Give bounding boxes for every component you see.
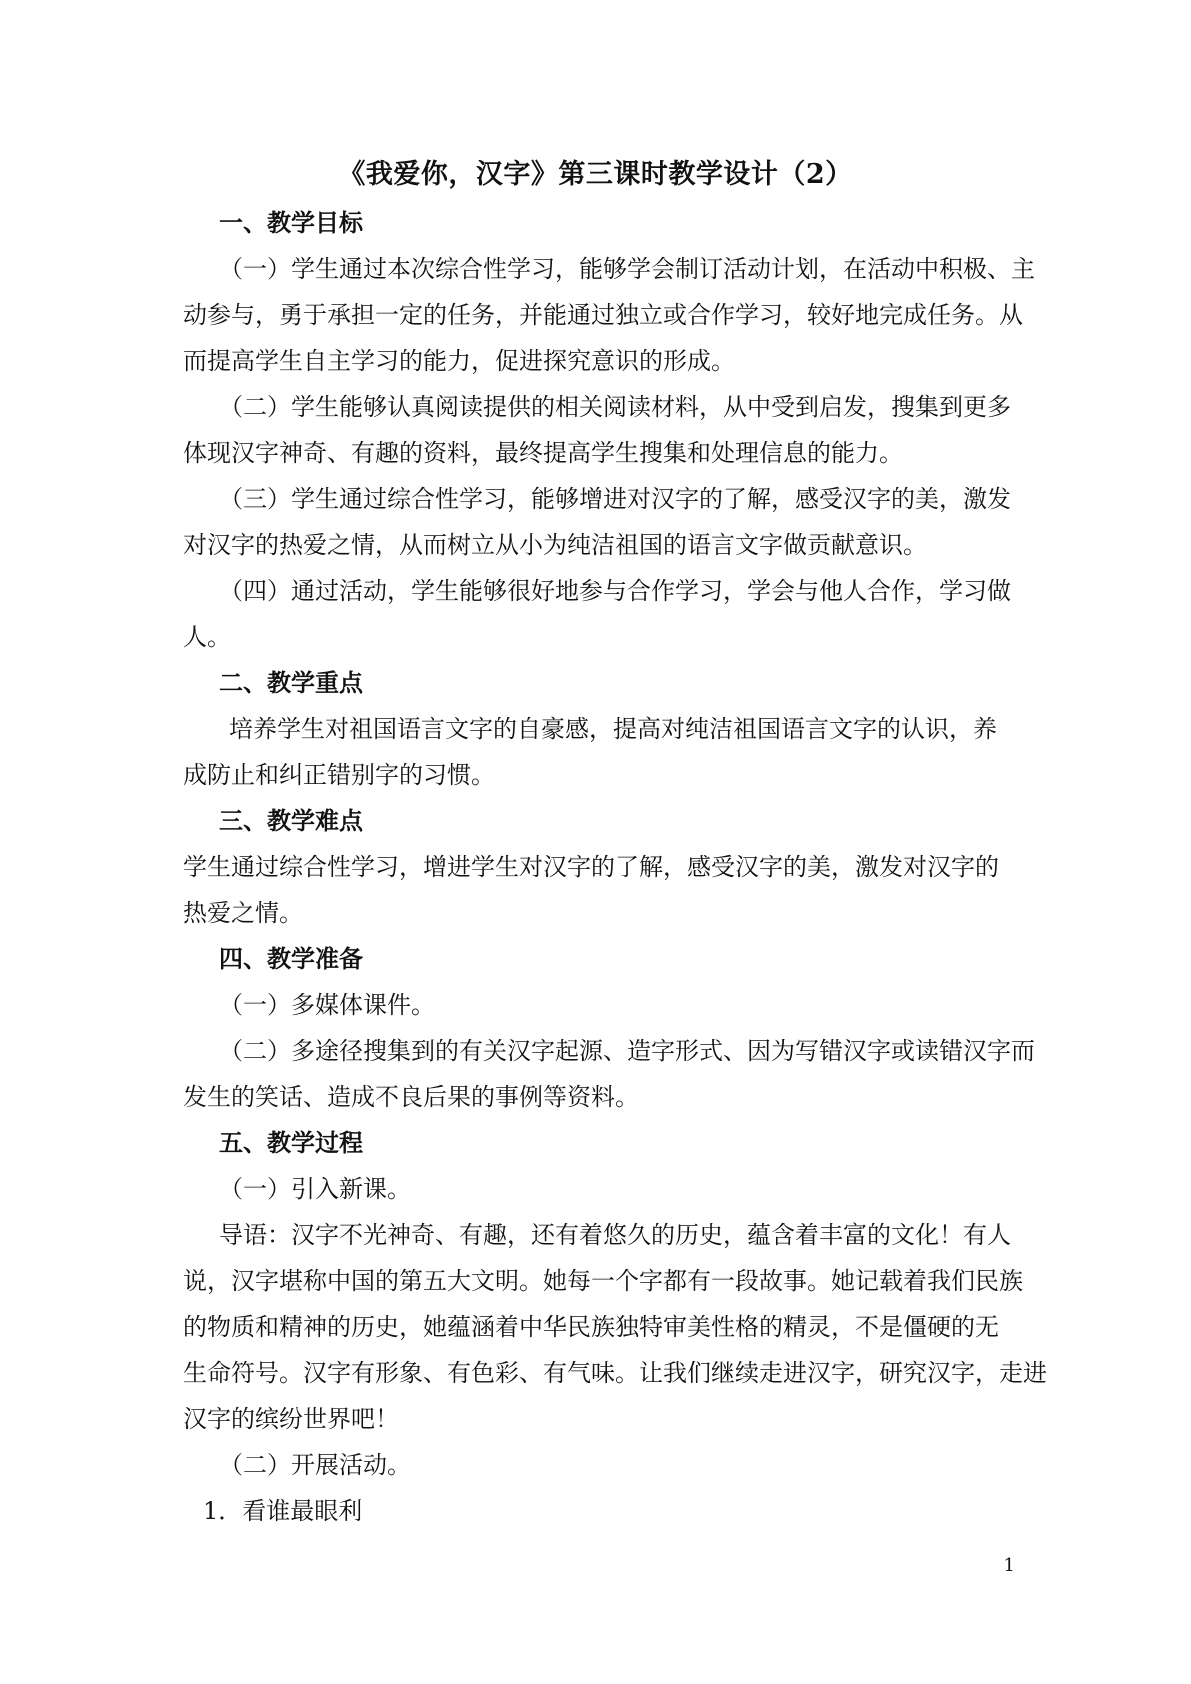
paragraph-line: （三）学生通过综合性学习，能够增进对汉字的了解，感受汉字的美，激发	[219, 485, 1011, 513]
paragraph-line: 导语：汉字不光神奇、有趣，还有着悠久的历史，蕴含着丰富的文化！有人	[219, 1221, 1011, 1249]
section-heading: 四、教学准备	[219, 944, 363, 973]
section-heading: 一、教学目标	[219, 208, 363, 237]
section-heading: 三、教学难点	[219, 806, 363, 835]
paragraph-line: 生命符号。汉字有形象、有色彩、有气味。让我们继续走进汉字，研究汉字，走进	[183, 1359, 1047, 1387]
paragraph-line: 而提高学生自主学习的能力，促进探究意识的形成。	[183, 347, 735, 375]
paragraph-line: （一）多媒体课件。	[219, 991, 435, 1019]
paragraph-line: 成防止和纠正错别字的习惯。	[183, 761, 495, 789]
paragraph-line: 说，汉字堪称中国的第五大文明。她每一个字都有一段故事。她记载着我们民族	[183, 1267, 1023, 1295]
document-body	[183, 200, 1047, 1534]
paragraph-line: 发生的笑话、造成不良后果的事例等资料。	[183, 1083, 639, 1111]
paragraph-line: （一）引入新课。	[219, 1175, 411, 1203]
page-number: 1	[1003, 1555, 1015, 1576]
paragraph-line: 的物质和精神的历史，她蕴涵着中华民族独特审美性格的精灵，不是僵硬的无	[183, 1313, 999, 1341]
paragraph-line: 动参与，勇于承担一定的任务，并能通过独立或合作学习，较好地完成任务。从	[183, 301, 1023, 329]
section-heading: 二、教学重点	[219, 668, 363, 697]
paragraph-line: 对汉字的热爱之情，从而树立从小为纯洁祖国的语言文字做贡献意识。	[183, 531, 927, 559]
paragraph-line: 汉字的缤纷世界吧！	[183, 1405, 399, 1433]
paragraph-line: 1．看谁最眼利	[203, 1497, 363, 1525]
paragraph-line: 学生通过综合性学习，增进学生对汉字的了解，感受汉字的美，激发对汉字的	[183, 853, 999, 881]
section-heading: 五、教学过程	[219, 1128, 363, 1157]
paragraph-line: （四）通过活动，学生能够很好地参与合作学习，学会与他人合作，学习做	[219, 577, 1011, 605]
paragraph-line: （二）学生能够认真阅读提供的相关阅读材料，从中受到启发，搜集到更多	[219, 393, 1011, 421]
paragraph-line: （一）学生通过本次综合性学习，能够学会制订活动计划，在活动中积极、主	[219, 255, 1035, 283]
paragraph-line: 热爱之情。	[183, 899, 303, 927]
paragraph-line: 培养学生对祖国语言文字的自豪感，提高对纯洁祖国语言文字的认识，养	[229, 715, 997, 743]
document-title: 《我爱你，汉字》第三课时教学设计（2）	[338, 159, 853, 190]
paragraph-line: （二）开展活动。	[219, 1451, 411, 1479]
paragraph-line: （二）多途径搜集到的有关汉字起源、造字形式、因为写错汉字或读错汉字而	[219, 1037, 1035, 1065]
paragraph-line: 体现汉字神奇、有趣的资料，最终提高学生搜集和处理信息的能力。	[183, 439, 903, 467]
paragraph-line: 人。	[183, 623, 231, 651]
